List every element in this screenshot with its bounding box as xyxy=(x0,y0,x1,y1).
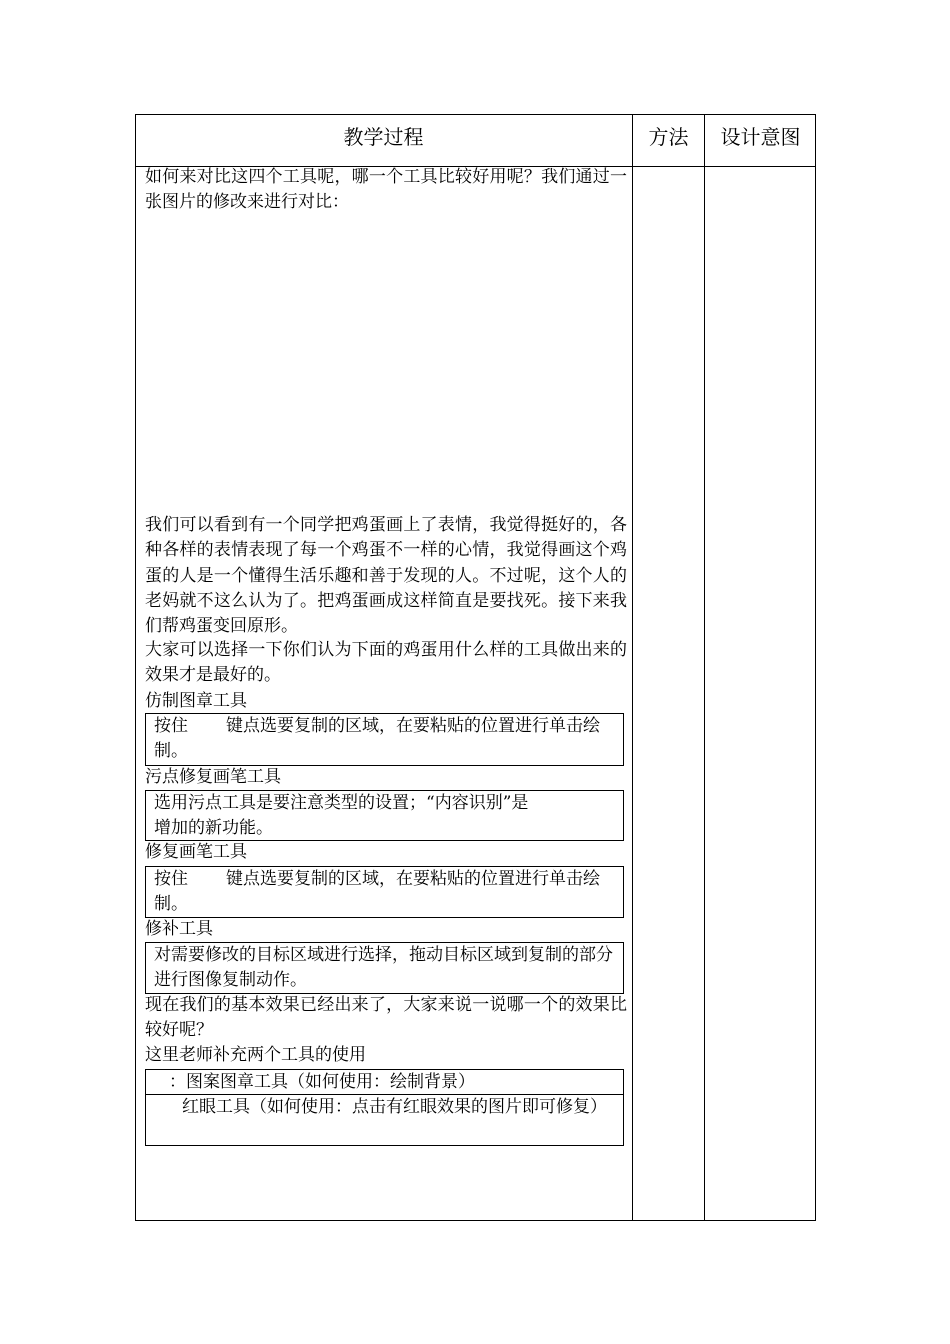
supplement-box-pattern-stamp xyxy=(145,1069,624,1095)
result-paragraph: 现在我们的基本效果已经出来了，大家来说一说哪一个的效果比较好呢？ xyxy=(145,995,627,1041)
header-method: 方法 xyxy=(648,125,689,149)
column-divider-process xyxy=(632,114,633,1221)
header-intent: 设计意图 xyxy=(720,125,801,149)
tool-desc-spot-healing-line2: 增加的新功能。 xyxy=(154,818,273,838)
tool-desc-clone-stamp-rest: 键点选要复制的区域，在要粘贴的位置进行单击绘制。 xyxy=(154,716,600,761)
tool-desc-clone-stamp xyxy=(154,714,615,764)
tool-box-patch xyxy=(145,942,624,994)
choose-paragraph: 大家可以选择一下你们认为下面的鸡蛋用什么样的工具做出来的效果才是最好的。 xyxy=(145,640,627,686)
tool-label-patch: 修补工具 xyxy=(145,919,213,939)
tool-box-clone-stamp xyxy=(145,713,624,766)
tool-label-clone-stamp: 仿制图章工具 xyxy=(145,691,247,711)
tool-desc-healing-brush-start: 按住 xyxy=(154,869,188,889)
tool-label-spot-healing: 污点修复画笔工具 xyxy=(145,767,281,787)
supplement-pattern-stamp xyxy=(154,1070,615,1095)
supplement-pattern-stamp-text: ：图案图章工具（如何使用：绘制背景） xyxy=(169,1072,475,1092)
egg-paragraph: 我们可以看到有一个同学把鸡蛋画上了表情，我觉得挺好的，各种各样的表情表现了每一个鸡蛋不一样的心情，我觉得画这个鸡蛋的人是一个懂得生活乐趣和善于发现的人。不过呢，这个人的老妈就不这么认为了。把鸡蛋画成这样简直是要找死。接下来我们帮鸡蛋变回原形。 xyxy=(145,515,627,637)
intro-paragraph: 如何来对比这四个工具呢，哪一个工具比较好用呢？我们通过一张图片的修改来进行对比： xyxy=(145,167,627,213)
column-divider-method xyxy=(704,114,705,1221)
image-placeholder-area xyxy=(145,220,625,510)
header-process: 教学过程 xyxy=(343,125,424,149)
tool-desc-patch: 对需要修改的目标区域进行选择，拖动目标区域到复制的部分进行图像复制动作。 xyxy=(154,945,613,990)
tool-desc-healing-brush-rest: 键点选要复制的区域，在要粘贴的位置进行单击绘制。 xyxy=(154,869,600,914)
supplement-red-eye xyxy=(154,1095,615,1120)
tool-desc-spot-healing-line1: 选用污点工具是要注意类型的设置；“内容识别”是 xyxy=(154,793,529,813)
tool-desc-healing-brush xyxy=(154,867,615,917)
tool-box-spot-healing xyxy=(145,790,624,841)
supplement-label: 这里老师补充两个工具的使用 xyxy=(145,1045,366,1065)
tool-box-healing-brush xyxy=(145,866,624,918)
tool-desc-clone-stamp-start: 按住 xyxy=(154,716,188,736)
supplement-red-eye-text: 红眼工具（如何使用：点击有红眼效果的图片即可修复） xyxy=(182,1097,607,1117)
tool-label-healing-brush: 修复画笔工具 xyxy=(145,842,247,862)
supplement-box-red-eye xyxy=(145,1094,624,1146)
